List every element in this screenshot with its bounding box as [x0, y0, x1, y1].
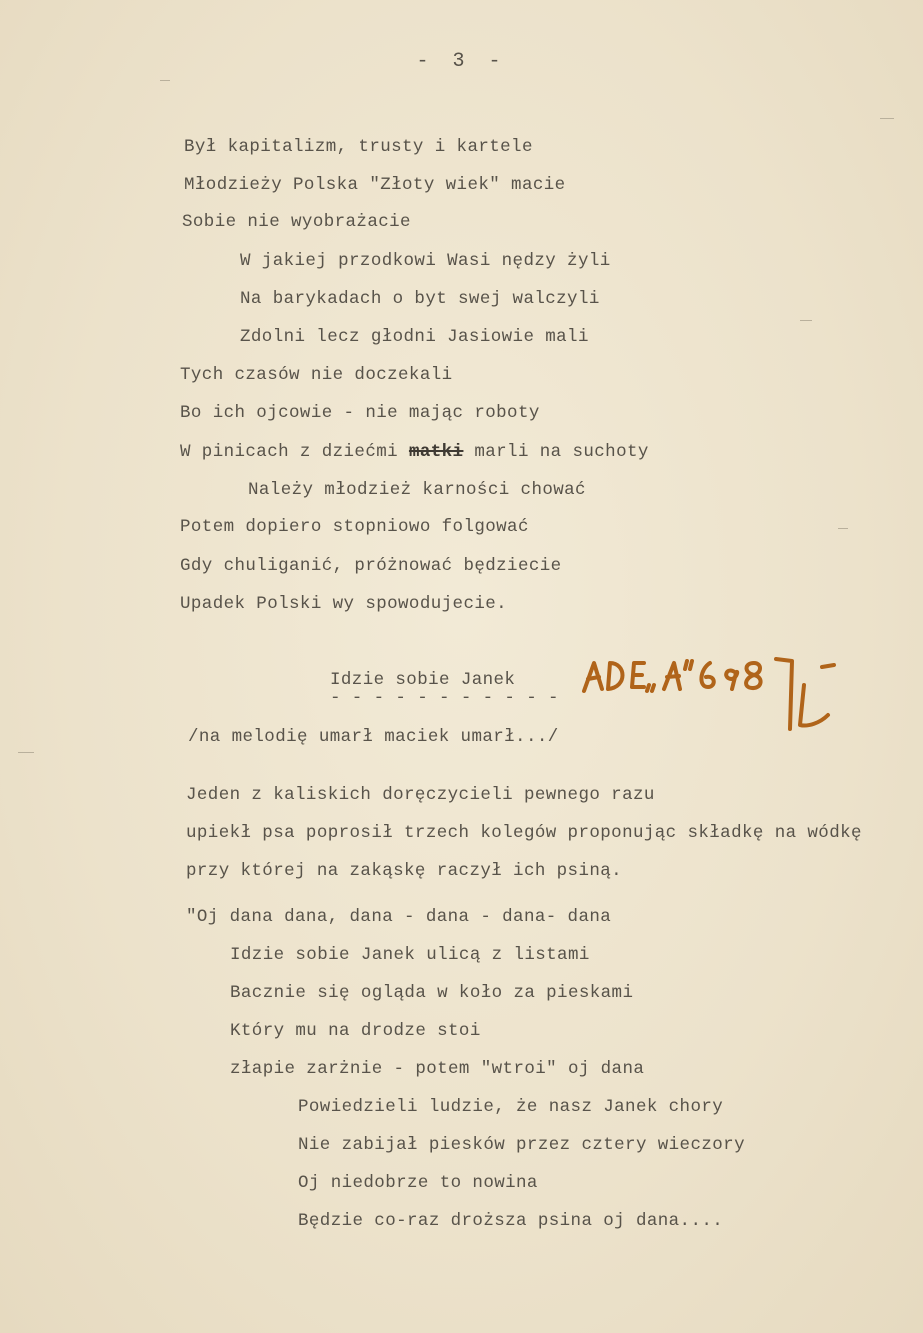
paper-mark	[880, 118, 894, 119]
song-title: Idzie sobie Janek	[330, 670, 516, 690]
verse-line: Gdy chuliganić, próżnować będziecie	[180, 556, 562, 576]
verse-line: Młodzieży Polska "Złoty wiek" macie	[184, 175, 566, 195]
verse-line: Sobie nie wyobrażacie	[182, 212, 411, 232]
prose-line: przy której na zakąskę raczył ich psiną.	[186, 861, 623, 881]
verse-line: Należy młodzież karności chować	[248, 480, 586, 500]
prose-line: Jeden z kaliskich doręczycieli pewnego razu	[186, 785, 655, 805]
song-line: Oj niedobrze to nowina	[298, 1173, 538, 1193]
verse-line: W jakiej przodkowi Wasi nędzy żyli	[240, 251, 611, 271]
paper-mark	[160, 80, 170, 81]
page-number: - 3 -	[416, 50, 507, 73]
prose-line: upiekł psa poprosił trzech kolegów proponując składkę na wódkę	[186, 823, 862, 843]
paper-mark	[838, 528, 848, 529]
verse-line-with-strikeout	[180, 442, 649, 462]
song-line: Idzie sobie Janek ulicą z listami	[230, 945, 590, 965]
struck-word: matki	[408, 442, 464, 462]
song-line: Nie zabijał piesków przez cztery wieczory	[298, 1135, 745, 1155]
paper-mark	[800, 320, 812, 321]
verse-line: Zdolni lecz głodni Jasiowie mali	[240, 327, 589, 347]
verse-line: Bo ich ojcowie - nie mając roboty	[180, 403, 540, 423]
verse-line: Był kapitalizm, trusty i kartele	[184, 137, 533, 157]
melody-note: /na melodię umarł maciek umarł.../	[188, 727, 559, 747]
song-line: złapie zarżnie - potem "wtroi" oj dana	[230, 1059, 645, 1079]
song-line: "Oj dana dana, dana - dana - dana- dana	[186, 907, 612, 927]
verse-text: W pinicach z dziećmi	[180, 442, 409, 462]
verse-text: marli na suchoty	[463, 442, 649, 462]
song-line: Będzie co-raz droższa psina oj dana....	[298, 1211, 724, 1231]
verse-line: Potem dopiero stopniowo folgować	[180, 517, 529, 537]
handwritten-archive-mark	[578, 655, 848, 745]
title-underline: - - - - - - - - - - -	[330, 688, 559, 708]
verse-line: Na barykadach o byt swej walczyli	[240, 289, 600, 309]
verse-line: Tych czasów nie doczekali	[180, 365, 453, 385]
verse-line: Upadek Polski wy spowodujecie.	[180, 594, 508, 614]
paper-mark	[18, 752, 34, 753]
song-line: Bacznie się ogląda w koło za pieskami	[230, 983, 634, 1003]
song-line: Powiedzieli ludzie, że nasz Janek chory	[298, 1097, 724, 1117]
song-line: Który mu na drodze stoi	[230, 1021, 481, 1041]
